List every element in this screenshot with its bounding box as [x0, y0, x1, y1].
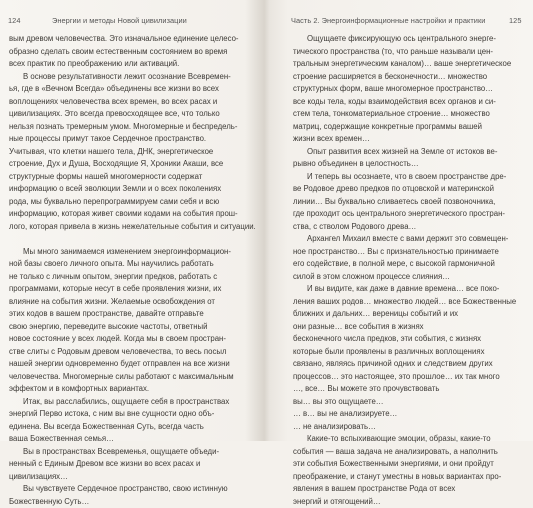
text-line: они разные… все события в жизнях [293, 321, 529, 334]
text-line: лого, которая привела в жизнь нежелательные события и ситуации. [9, 221, 252, 234]
text-line: нашей энергии одновременно будет отправлен на все жизни [9, 358, 252, 371]
text-line: информацию, которая живет своими кодами на события прош- [9, 208, 252, 221]
text-line: события — ваша задача не анализировать, а наполнить [293, 446, 529, 459]
text-line: вы… вы это ощущаете… [293, 396, 529, 409]
right-page [267, 0, 533, 441]
text-line: Итак, вы расслабились, ощущаете себя в пространствах [9, 396, 252, 409]
text-line: Вы чувствуете Сердечное пространство, свою истинную [9, 483, 252, 496]
text-line: образно сделать своим естественным состоянием во время [9, 46, 252, 59]
text-line: ления ваших родов… множество людей… все Божественные [293, 296, 529, 309]
text-line: программами, которые несут в себе проявления жизни, их [9, 283, 252, 296]
text-line: ное пространство… Вы с признательностью принимаете [293, 246, 529, 259]
text-line: новое состояние у всех людей. Когда мы в своем простран- [9, 333, 252, 346]
text-line [9, 233, 252, 246]
text-line: … не анализировать… [293, 421, 529, 434]
right-page-number: 125 [509, 16, 521, 25]
text-line: Вы в пространствах Всевременья, ощущаете объеди- [9, 446, 252, 459]
text-line: рода, мы буквально перепрограммируем сами себя и всю [9, 196, 252, 209]
text-line: рывно объединен в целостность… [293, 158, 529, 171]
text-line: все коды тела, коды взаимодействия всех органов и си- [293, 96, 529, 109]
text-line: ближних и дальних… вереницы событий и их [293, 308, 529, 321]
text-line: свою энергию, переведите высокие частоты, ответный [9, 321, 252, 334]
text-line: человечества. Многомерные силы работают с максимальным [9, 371, 252, 384]
text-line: структурных форм, ваше многомерное пространство… [293, 83, 529, 96]
left-page [0, 0, 266, 441]
text-line: матриц, содержащие конкретные программы вашей [293, 121, 529, 134]
text-line: ства, с стволом Родового древа… [293, 221, 529, 234]
text-line: нельзя познать тремерным умом. Многомерные и беспредель- [9, 121, 252, 134]
left-running-title: Энергии и методы Новой цивилизации [52, 16, 187, 25]
text-line: … в… вы не анализируете… [293, 408, 529, 421]
text-line: бесконечного числа предков, эти события, с жизнях [293, 333, 529, 346]
right-running-title: Часть 2. Энергоинформационные настройки и практики [291, 16, 485, 25]
text-line: ненный с Единым Древом все жизни во всех расах и [9, 458, 252, 471]
text-line: ные процессы примут такое Сердечное пространство. [9, 133, 252, 146]
text-line: жизни всех времен… [293, 133, 529, 146]
text-line: В основе результативности лежит осознание Всевремен- [9, 71, 252, 84]
text-line: энергий и отягощений… [293, 496, 529, 508]
left-page-number: 124 [8, 16, 20, 25]
left-page-body [9, 33, 252, 508]
text-line: тральным энергетическим каналом)… ваше энергетическое [293, 58, 529, 71]
text-line: влияние на события жизни. Желаемые освобождения от [9, 296, 252, 309]
text-line: И вы видите, как даже в давние времена… все поко- [293, 283, 529, 296]
text-line: этих кодов в вашем пространстве, давайте отправьте [9, 308, 252, 321]
text-line: цивилизациях. Это всегда превосходящее все, что только [9, 108, 252, 121]
text-line: преображение, и станут уместны в новых вариантах про- [293, 471, 529, 484]
text-line: ве Родовое древо предков по отцовской и материнской [293, 183, 529, 196]
text-line: тического пространства (то, что раньше называли цен- [293, 46, 529, 59]
text-line: Опыт развития всех жизней на Земле от истоков ве- [293, 146, 529, 159]
text-line: единена. Вы всегда Божественная Суть, всегда часть [9, 421, 252, 434]
text-line: цивилизациях… [9, 471, 252, 484]
text-line: силой в этом сложном процессе слияния… [293, 271, 529, 284]
text-line: И теперь вы осознаете, что в своем пространстве дре- [293, 171, 529, 184]
text-line: эффектом и в комфортных вариантах. [9, 383, 252, 396]
text-line: явления в вашем пространстве Рода от всех [293, 483, 529, 496]
text-line: Архангел Михаил вместе с вами держит это совмещен- [293, 233, 529, 246]
text-line: структурные формы нашей многомерности содержат [9, 171, 252, 184]
text-line: его содействие, в полной мере, с высокой гармоничной [293, 258, 529, 271]
text-line: связано, являясь причиной одних и следствием других [293, 358, 529, 371]
text-line: воплощениях человечества всех времен, во всех расах и [9, 96, 252, 109]
text-line: стве слиты с Родовым древом человечества, то весь посыл [9, 346, 252, 359]
right-page-body [293, 33, 529, 508]
text-line: Божественную Суть… [9, 496, 252, 508]
text-line: которые были проявлены в различных воплощениях [293, 346, 529, 359]
text-line: энергий Перво истока, с ним вы вне сущности одно объ- [9, 408, 252, 421]
text-line: стем тела, тонкоматериальное строение… множество [293, 108, 529, 121]
text-line: Ощущаете фиксирующую ось центрального энерге- [293, 33, 529, 46]
text-line: не только с личным опытом, энергии предков, работать с [9, 271, 252, 284]
text-line: где проходит ось центрального энергетического простран- [293, 208, 529, 221]
text-line: Мы много занимаемся изменением энергоинформацион- [9, 246, 252, 259]
text-line: …, все… Вы можете это прочувствовать [293, 383, 529, 396]
text-line: строение расширяется в бесконечности… множество [293, 71, 529, 84]
text-line: эти события Божественными энергиями, и они пройдут [293, 458, 529, 471]
text-line: вым древом человечества. Это изначальное единение целесо- [9, 33, 252, 46]
text-line: информацию о всей эволюции Земли и о всех поколениях [9, 183, 252, 196]
text-line: Какие-то вспыхивающие эмоции, образы, какие-то [293, 433, 529, 446]
text-line: процессов… это настоящее, это прошлое… их так много [293, 371, 529, 384]
text-line: линии… Вы буквально сливаетесь своей позвоночника, [293, 196, 529, 209]
text-line: ваша Божественная семья… [9, 433, 252, 446]
text-line: Учитывая, что клетки нашего тела, ДНК, энергетическое [9, 146, 252, 159]
text-line: всех практик по преображению или активаций. [9, 58, 252, 71]
text-line: строение, Дух и Душа, Восходящие Я, Хроники Акаши, все [9, 158, 252, 171]
text-line: ья, где в «Вечном Всегда» объединены все жизни во всех [9, 83, 252, 96]
text-line: ной базы своего личного опыта. Мы научились работать [9, 258, 252, 271]
